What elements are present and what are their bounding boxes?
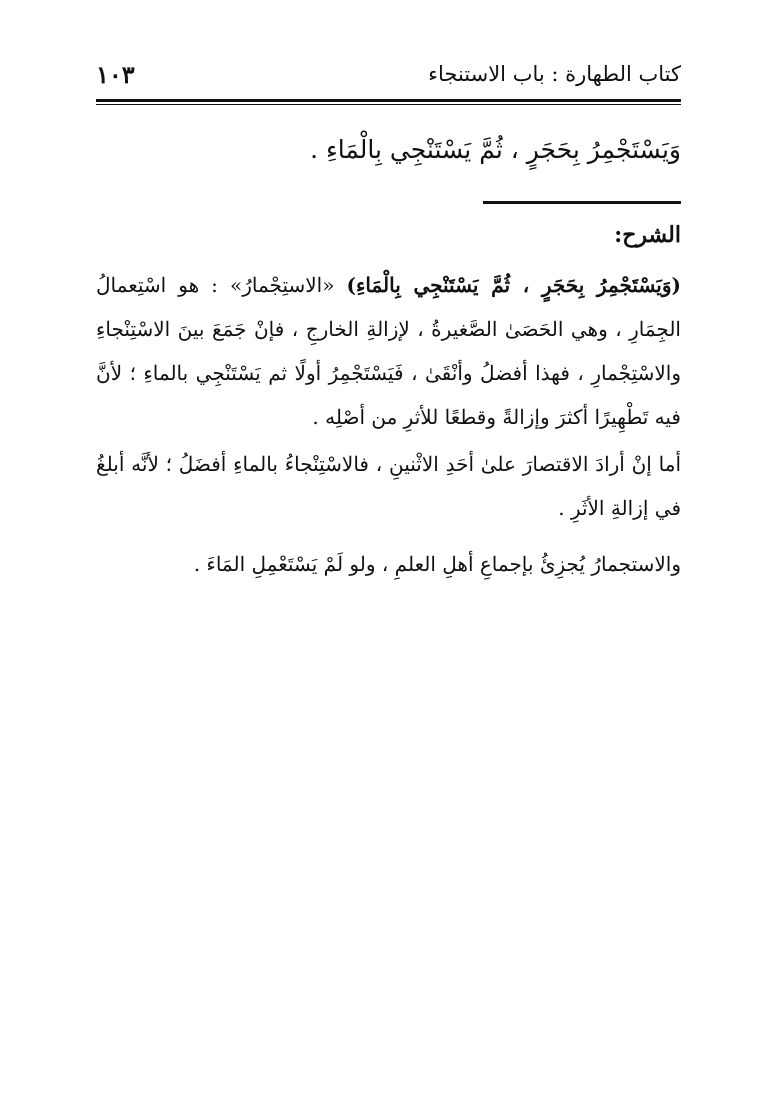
sharh-paragraph-1 xyxy=(96,263,681,439)
sharh-paragraph-3: والاستجمارُ يُجزِئُ بإجماعِ أهلِ العلمِ ، ولو لَمْ يَسْتَعْمِلِ المَاءَ . xyxy=(193,552,681,576)
running-header-title: كتاب الطهارة : باب الاستنجاء xyxy=(428,62,681,86)
page-number: ١٠٣ xyxy=(96,60,135,89)
sharh-paragraph-2: أما إنْ أرادَ الاقتصارَ علىٰ أحَدِ الاثْنينِ ، فالاسْتِنْجاءُ بالماءِ أفضَلُ ؛ لأنَّه أبلغُ في إزالةِ الأثَرِ . xyxy=(96,452,681,520)
paragraph-1-text: «الاستِجْمارُ» : هو اسْتِعمالُ الجِمَارِ ، وهي الحَصَىٰ الصَّغيرةُ ، لإزالةِ الخارجِ ، فإنْ جَمَعَ بينَ الاسْتِنْجاءِ والاسْتِجْمارِ ، فهذا أفضلُ وأنْقَىٰ ، فَيَسْتَجْمِرُ أولًا ثم يَسْتَنْجِي بالماءِ ؛ لأنَّ فيه تَطْهِيرًا أكثرَ وإزالةً وقطعًا للأثرِ من أصْلِه . xyxy=(96,273,681,429)
matn-quote: (وَيَسْتَجْمِرُ بِحَجَرٍ ، ثُمَّ يَسْتَنْجِي بِالْمَاءِ) xyxy=(346,273,681,297)
sharh-heading: الشرح: xyxy=(614,222,681,248)
matn-text: وَيَسْتَجْمِرُ بِحَجَرٍ ، ثُمَّ يَسْتَنْجِي بِالْمَاءِ . xyxy=(310,135,681,164)
page-header xyxy=(96,58,681,98)
section-separator xyxy=(483,201,681,204)
header-rule-thick xyxy=(96,99,681,102)
header-rule-thin xyxy=(96,104,681,105)
